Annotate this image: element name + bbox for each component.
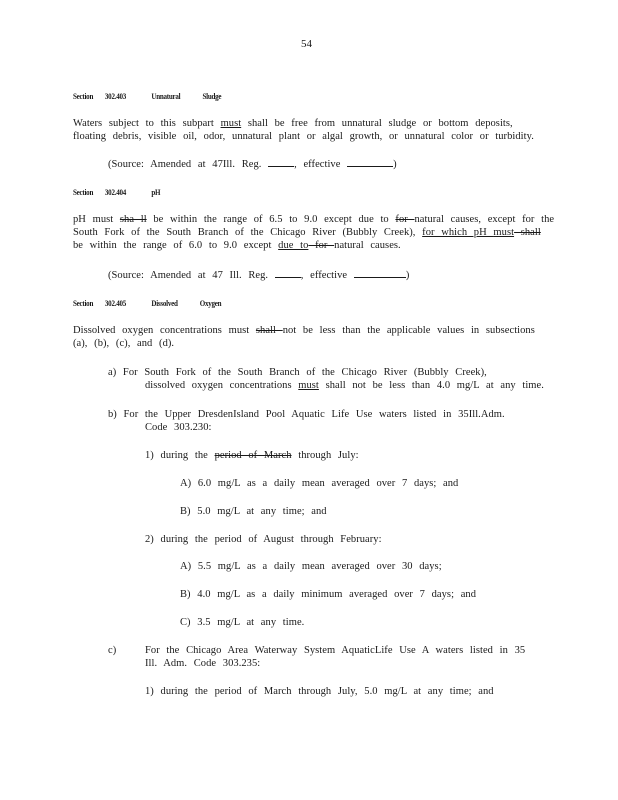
deleted-text: period of March <box>214 450 292 461</box>
subsection-b-line: b) For the Upper DresdenIsland Pool Aquatic Life Use waters listed in 35Ill.Adm. <box>108 409 505 420</box>
section-number: Section 302.403 <box>73 92 127 101</box>
text-span: not be less than the applicable values in subsections <box>282 325 535 336</box>
text-span: 1) during the <box>145 450 215 461</box>
inserted-text: must <box>298 380 319 391</box>
item-b2c: C) 3.5 mg/L at any time. <box>180 617 305 628</box>
item-b2b: B) 4.0 mg/L as a daily minimum averaged over 7 days; and <box>180 589 477 600</box>
inserted-text: must <box>220 118 242 129</box>
section-302-403-heading <box>73 90 221 103</box>
text-span: ) <box>393 159 397 170</box>
item-b2: 2) during the period of August through February: <box>145 534 382 545</box>
item-c1: 1) during the period of March through July, 5.0 mg/L at any time; and <box>145 686 494 697</box>
deleted-text: for <box>395 214 415 225</box>
text-span: ) <box>405 270 410 281</box>
blank-line <box>347 157 393 167</box>
text-span: Dissolved oxygen concentrations must <box>73 325 256 336</box>
text-span: shall be free from unnatural sludge or bottom deposits, <box>241 118 513 129</box>
text-span: shall not be less than 4.0 mg/L at any time. <box>318 380 544 391</box>
blank-line <box>354 268 406 278</box>
paragraph-line <box>73 226 541 239</box>
inserted-text: must <box>493 227 515 238</box>
section-title: pH <box>151 188 161 197</box>
page-number: 54 <box>301 38 313 50</box>
inserted-text: due to <box>278 240 309 251</box>
deleted-text: shall <box>255 325 283 336</box>
subsection-c-line: Ill. Adm. Code 303.235: <box>145 658 261 669</box>
text-span: South Fork of the South Branch of the Chicago River (Bubbly Creek), <box>73 227 423 238</box>
section-title: Unnatural Sludge <box>151 92 222 101</box>
section-302-404-heading <box>73 186 160 199</box>
section-title: Dissolved Oxygen <box>151 299 222 308</box>
text-span: through July: <box>291 450 359 461</box>
subsection-c-label: c) <box>108 645 117 656</box>
text-span: dissolved oxygen concentrations <box>145 380 299 391</box>
paragraph-line <box>73 324 535 337</box>
text-span: (Source: Amended at 47Ill. Reg. <box>108 159 269 170</box>
deleted-text: sha ll <box>119 214 147 225</box>
item-b1a: A) 6.0 mg/L as a daily mean averaged over 7 days; and <box>180 478 459 489</box>
deleted-text: shall <box>514 227 541 238</box>
section-302-405-heading <box>73 297 221 310</box>
paragraph-line <box>73 117 513 130</box>
text-span: , effective <box>294 159 348 170</box>
item-b1 <box>145 449 359 462</box>
text-span: be within the range of 6.0 to 9.0 except <box>73 240 279 251</box>
deleted-text: for <box>308 240 335 251</box>
source-note <box>108 268 409 282</box>
paragraph-line: floating debris, visible oil, odor, unnatural plant or algal growth, or unnatural color or turbidity. <box>73 131 534 142</box>
text-span: be within the range of 6.5 to 9.0 except due to <box>146 214 396 225</box>
text-span: natural causes, except for the <box>414 214 555 225</box>
text-span: (Source: Amended at 47 Ill. Reg. <box>108 270 275 281</box>
blank-line <box>268 157 294 167</box>
subsection-a-line: a) For South Fork of the South Branch of the Chicago River (Bubbly Creek), <box>108 367 487 378</box>
inserted-text: for which pH <box>422 227 494 238</box>
subsection-b-line: Code 303.230: <box>145 422 212 433</box>
subsection-c-line: For the Chicago Area Waterway System AquaticLife Use A waters listed in 35 <box>145 645 526 656</box>
section-number: Section 302.405 <box>73 299 127 308</box>
item-b2a: A) 5.5 mg/L as a daily mean averaged over 30 days; <box>180 561 442 572</box>
subsection-a-line <box>145 379 544 392</box>
paragraph-line: (a), (b), (c), and (d). <box>73 338 175 349</box>
text-span: natural causes. <box>334 240 401 251</box>
text-span: , effective <box>300 270 354 281</box>
text-span: pH must <box>73 214 120 225</box>
paragraph-line <box>73 239 401 252</box>
section-number: Section 302.404 <box>73 188 127 197</box>
blank-line <box>275 268 301 278</box>
paragraph-line <box>73 213 554 226</box>
text-span: Waters subject to this subpart <box>73 118 221 129</box>
source-note <box>108 157 397 171</box>
item-b1b: B) 5.0 mg/L at any time; and <box>180 506 327 517</box>
